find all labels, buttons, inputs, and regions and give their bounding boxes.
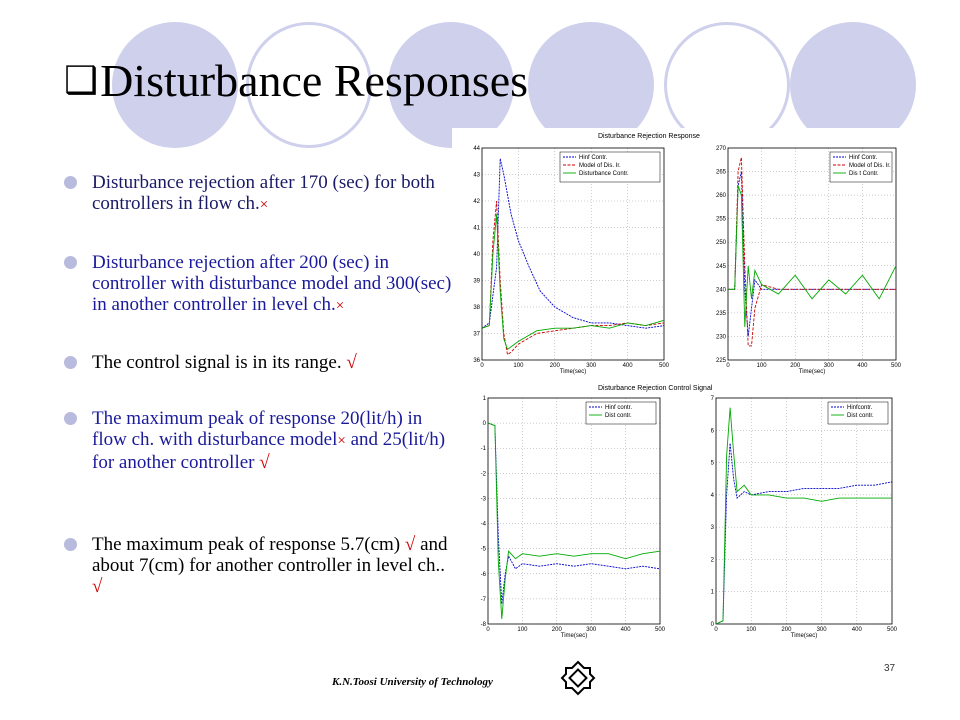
x-tick-label: 400 <box>851 627 862 633</box>
bullet-dot <box>64 538 77 551</box>
bullet-text-2: and 25(lit/h) for another controller <box>92 429 446 473</box>
bullet-item <box>64 252 456 317</box>
bullet-text: The maximum peak of response 5.7(cm) <box>92 534 405 555</box>
y-tick-label: 0 <box>482 421 486 428</box>
legend-label: Hinf contr. <box>605 405 633 411</box>
y-tick-label: 225 <box>715 358 726 364</box>
x-tick-label: 0 <box>480 363 484 369</box>
y-tick-label: 43 <box>473 172 480 179</box>
x-tick-label: 400 <box>622 363 633 369</box>
legend-label: Dist contr. <box>847 413 874 419</box>
cross-mark: × <box>337 433 346 449</box>
y-tick-label: 260 <box>715 193 726 200</box>
x-tick-label: 100 <box>517 627 528 633</box>
x-tick-label: 500 <box>658 363 670 369</box>
y-tick-label: 1 <box>482 396 486 402</box>
page-number: 37 <box>884 663 896 674</box>
x-tick-label: 100 <box>513 363 524 369</box>
x-tick-label: 300 <box>823 363 834 369</box>
x-tick-label: 500 <box>886 627 898 633</box>
y-tick-label: -7 <box>480 596 486 603</box>
y-tick-label: 0 <box>710 622 714 628</box>
cross-mark: × <box>259 197 269 213</box>
bullet-dot <box>64 412 77 425</box>
y-tick-label: -4 <box>480 521 486 528</box>
y-tick-label: -1 <box>480 446 486 453</box>
x-axis-label: Time(sec) <box>560 633 588 639</box>
legend-label: Hinf Contr. <box>579 155 608 161</box>
legend-label: Dis t Contr. <box>849 171 879 177</box>
y-tick-label: -6 <box>480 571 486 578</box>
y-tick-label: 41 <box>473 225 480 232</box>
x-axis-label: Time(sec) <box>790 633 818 639</box>
y-tick-label: 240 <box>715 287 726 294</box>
y-tick-label: 250 <box>715 240 726 247</box>
y-tick-label: 235 <box>715 310 726 317</box>
plot-frame <box>716 398 892 624</box>
y-tick-label: 39 <box>473 278 480 285</box>
y-tick-label: 37 <box>473 331 480 338</box>
y-tick-label: 38 <box>473 305 480 311</box>
x-tick-label: 400 <box>857 363 868 369</box>
footer-institution: K.N.Toosi University of Technology <box>332 676 493 688</box>
bullet-text: Disturbance rejection after 170 (sec) for both controllers in flow ch. <box>92 172 435 214</box>
legend-label: Dist contr. <box>605 413 632 419</box>
y-tick-label: 270 <box>715 146 726 152</box>
series-line <box>728 157 896 346</box>
x-tick-label: 300 <box>586 627 597 633</box>
y-tick-label: 5 <box>710 460 714 467</box>
series-line <box>716 443 892 624</box>
check-mark: √ <box>92 576 103 597</box>
y-tick-label: -5 <box>480 546 486 553</box>
series-line <box>482 214 664 349</box>
check-mark: √ <box>404 534 416 555</box>
legend-label: Model of Dis. Ir. <box>849 163 891 169</box>
y-tick-label: 245 <box>715 263 726 270</box>
bullet-text: The control signal is in its range. <box>92 352 347 373</box>
x-tick-label: 0 <box>486 627 490 633</box>
legend-label: Model of Dis. Ir. <box>579 163 621 169</box>
x-tick-label: 500 <box>654 627 666 633</box>
series-line <box>482 201 664 355</box>
series-line <box>488 423 660 619</box>
bullet-dot <box>64 356 77 369</box>
legend-label: Hinfcontr. <box>847 405 873 411</box>
check-mark: √ <box>346 352 357 373</box>
y-tick-label: 3 <box>710 525 714 532</box>
y-tick-label: 42 <box>473 199 480 205</box>
bullet-text-2: and about 7(cm) for another controller in level ch.. <box>92 534 448 576</box>
legend-label: Hinf Contr. <box>849 155 878 161</box>
x-tick-label: 0 <box>714 627 718 633</box>
x-axis-label: Time(sec) <box>559 369 587 375</box>
bullet-item <box>64 534 456 597</box>
y-tick-label: 7 <box>710 396 714 402</box>
y-tick-label: 2 <box>710 557 714 564</box>
university-logo-icon <box>560 660 596 696</box>
y-tick-label: 36 <box>473 358 480 364</box>
y-tick-label: 1 <box>710 589 714 596</box>
bullet-text: Disturbance rejection after 200 (sec) in controller with disturbance model and 300(sec) in another controller in level ch. <box>92 252 452 315</box>
y-tick-label: -2 <box>480 471 486 478</box>
x-tick-label: 400 <box>620 627 631 633</box>
title-marker: ❑ <box>64 60 99 102</box>
series-line <box>482 159 664 329</box>
x-tick-label: 200 <box>549 363 560 369</box>
bullet-item <box>64 352 456 373</box>
x-tick-label: 200 <box>781 627 792 633</box>
x-tick-label: 200 <box>551 627 562 633</box>
flow-response-chart <box>452 140 674 380</box>
title-row <box>64 55 529 106</box>
check-mark: √ <box>259 452 270 473</box>
y-tick-label: 40 <box>473 252 480 258</box>
bullet-dot <box>64 176 77 189</box>
level-control-signal-chart <box>698 392 902 644</box>
x-tick-label: 300 <box>816 627 827 633</box>
bullet-text: The maximum peak of response 20(lit/h) in flow ch. with disturbance model <box>92 408 423 450</box>
series-line <box>728 172 896 337</box>
legend-label: Disturbance Contr. <box>579 171 629 177</box>
page-title: Disturbance Responses <box>100 55 529 106</box>
top-charts-title: Disturbance Rejection Response <box>598 133 700 140</box>
series-line <box>728 186 896 327</box>
y-tick-label: 6 <box>710 428 714 435</box>
plot-frame <box>488 398 660 624</box>
x-tick-label: 100 <box>756 363 767 369</box>
level-response-chart <box>698 140 902 380</box>
bullet-item <box>64 172 456 216</box>
bullet-dot <box>64 256 77 269</box>
bullet-item <box>64 408 456 473</box>
flow-control-signal-chart <box>452 392 674 644</box>
x-axis-label: Time(sec) <box>798 369 826 375</box>
bottom-charts-title: Disturbance Rejection Control Signal <box>598 385 713 392</box>
cross-mark: × <box>335 298 345 314</box>
series-line <box>488 423 660 604</box>
x-tick-label: 500 <box>890 363 902 369</box>
y-tick-label: 4 <box>710 492 714 499</box>
x-tick-label: 0 <box>726 363 730 369</box>
x-tick-label: 100 <box>746 627 757 633</box>
x-tick-label: 300 <box>586 363 597 369</box>
y-tick-label: -3 <box>480 496 486 503</box>
x-tick-label: 200 <box>790 363 801 369</box>
y-tick-label: 265 <box>715 169 726 176</box>
y-tick-label: 255 <box>715 216 726 223</box>
y-tick-label: -8 <box>480 622 486 628</box>
y-tick-label: 44 <box>473 146 480 152</box>
y-tick-label: 230 <box>715 334 726 341</box>
